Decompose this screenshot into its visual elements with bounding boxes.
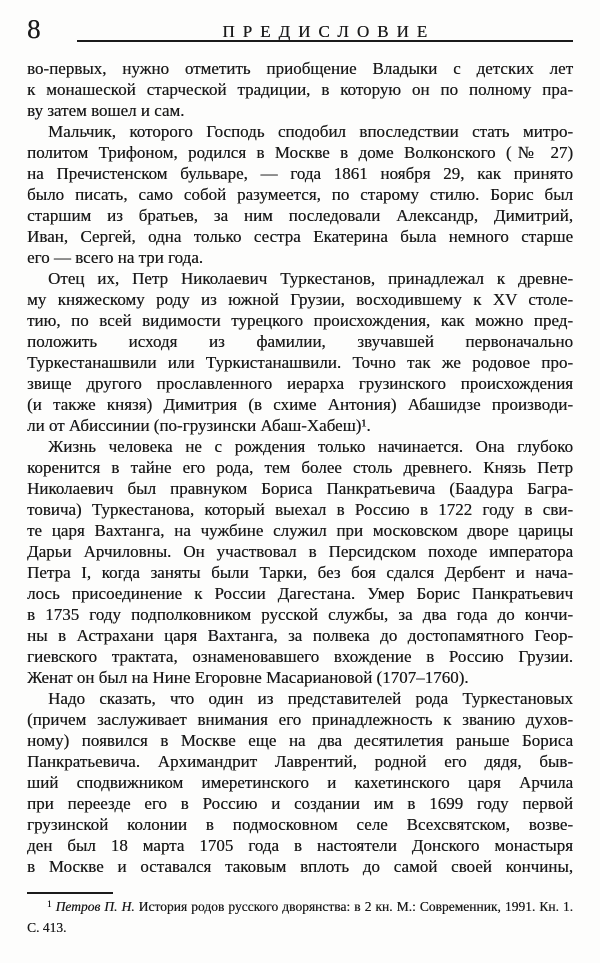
paragraph-line: положить исходя из фамилии, звучавшей первоначально <box>27 332 573 351</box>
running-head <box>27 14 573 42</box>
paragraph-line: (и также князя) Димитрия (в схиме Антония) Абашидзе производи- <box>27 395 573 414</box>
paragraph-line: ден был 18 марта 1705 года в настоятели Донского монастыря <box>27 836 573 855</box>
paragraph <box>27 121 573 268</box>
paragraph-line: при переезде его в Россию и создании им в 1699 году первой <box>27 794 573 813</box>
paragraph-line: те царя Вахтанга, на чужбине служил при московском дворе царицы <box>27 521 573 540</box>
paragraph-line: (причем заслуживает внимания его принадлежность к званию духов- <box>27 710 573 729</box>
paragraph <box>27 436 573 688</box>
paragraph-line: му княжескому роду из южной Грузии, восходившему к XV столе- <box>27 290 573 309</box>
paragraph-line: звище другого прославленного иерарха грузинского происхождения <box>27 374 573 393</box>
paragraph-line: лось присоединение к России Дагестана. Умер Борис Панкратьевич <box>27 584 573 603</box>
paragraph-line: Дарьи Арчиловны. Он участвовал в Персидском походе императора <box>27 542 573 561</box>
paragraph-line: Отец их, Петр Николаевич Туркестанов, принадлежал к древне- <box>48 269 573 288</box>
paragraph-line: Панкратьевича. Архимандрит Лаврентий, родной его дядя, быв- <box>27 752 573 771</box>
paragraph <box>27 688 573 877</box>
footnote-text: История родов русского дворянства: в 2 кн. М.: Современник, 1991. Кн. 1. С. 413. <box>27 899 574 935</box>
paragraph-line: ву затем вошел и сам. <box>27 101 185 120</box>
paragraph-line: политом Трифоном, родился в Москве в доме Волконского (№ 27) <box>27 143 573 162</box>
page-title: ПРЕДИСЛОВИЕ <box>222 22 436 41</box>
paragraph-line: его — всего на три года. <box>27 248 204 267</box>
paragraph-line: Петра I, когда заняты были Тарки, без боя сдался Дербент и нача- <box>27 563 573 582</box>
paragraph-line: Иван, Сергей, одна только сестра Екатерина была немного старше <box>27 227 573 246</box>
paragraph-line: Надо сказать, что один из представителей рода Туркестановых <box>48 689 573 708</box>
paragraph-line: ли от Абиссинии (по-грузински Абаш-Хабеш)¹. <box>27 416 371 435</box>
footnote-author: Петров П. Н. <box>55 899 135 914</box>
paragraph-line: ному) появился в Москве еще на два десятилетия раньше Бориса <box>27 731 573 750</box>
paragraph-line: в Москве и оставался таковым вплоть до самой своей кончины, <box>27 857 573 876</box>
paragraph-line: Николаевич был правнуком Бориса Панкратьевича (Баадура Багра- <box>27 479 573 498</box>
paragraph-line: Мальчик, которого Господь сподобил впоследствии стать митро- <box>48 122 573 141</box>
footnote-marker: 1 <box>47 899 52 909</box>
paragraph-line: ны в Астрахани царя Вахтанга, за полвека до достопамятного Геор- <box>27 626 573 645</box>
paragraph-line: грузинской колонии в подмосковном селе Всехсвятском, возве- <box>27 815 573 834</box>
paragraph-line: было писать, само собой разумеется, по старому стилю. Борис был <box>27 185 573 204</box>
paragraph-line: Туркестанашвили или Туркистанашвили. Точно так же родовое про- <box>27 353 573 372</box>
paragraph-line: тию, по всей видимости турецкого происхождения, как можно пред- <box>27 311 573 330</box>
paragraph-line: коренится в тайне его рода, тем более столь древнего. Князь Петр <box>27 458 573 477</box>
page-number: 8 <box>27 14 41 44</box>
paragraph <box>27 58 573 121</box>
paragraph-line: к монашеской старческой традиции, в которую он по полному пра- <box>27 80 573 99</box>
footnote-rule <box>27 892 113 894</box>
body-text <box>27 58 573 877</box>
paragraph-line: старшим из братьев, за ним последовали Александр, Димитрий, <box>27 206 573 225</box>
paragraph-line: Жизнь человека не с рождения только начинается. Она глубоко <box>48 437 573 456</box>
paragraph-line: товича) Туркестанова, который выехал в Россию в 1722 году в сви- <box>27 500 573 519</box>
header-rule <box>77 12 574 42</box>
paragraph-line: гиевского трактата, ознаменовавшего вхождение в Россию Грузии. <box>27 647 573 666</box>
paragraph-line: во-первых, нужно отметить приобщение Владыки с детских лет <box>27 59 573 78</box>
footnote <box>27 896 573 938</box>
paragraph-line: на Пречистенском бульваре, — года 1861 ноября 29, как принято <box>27 164 573 183</box>
paragraph-line: в 1735 году подполковником русской службы, за два года до кончи- <box>27 605 573 624</box>
paragraph <box>27 268 573 436</box>
paragraph-line: Женат он был на Нине Егоровне Масариановой (1707–1760). <box>27 668 469 687</box>
paragraph-line: ший сподвижником имеретинского и кахетинского царя Арчила <box>27 773 573 792</box>
